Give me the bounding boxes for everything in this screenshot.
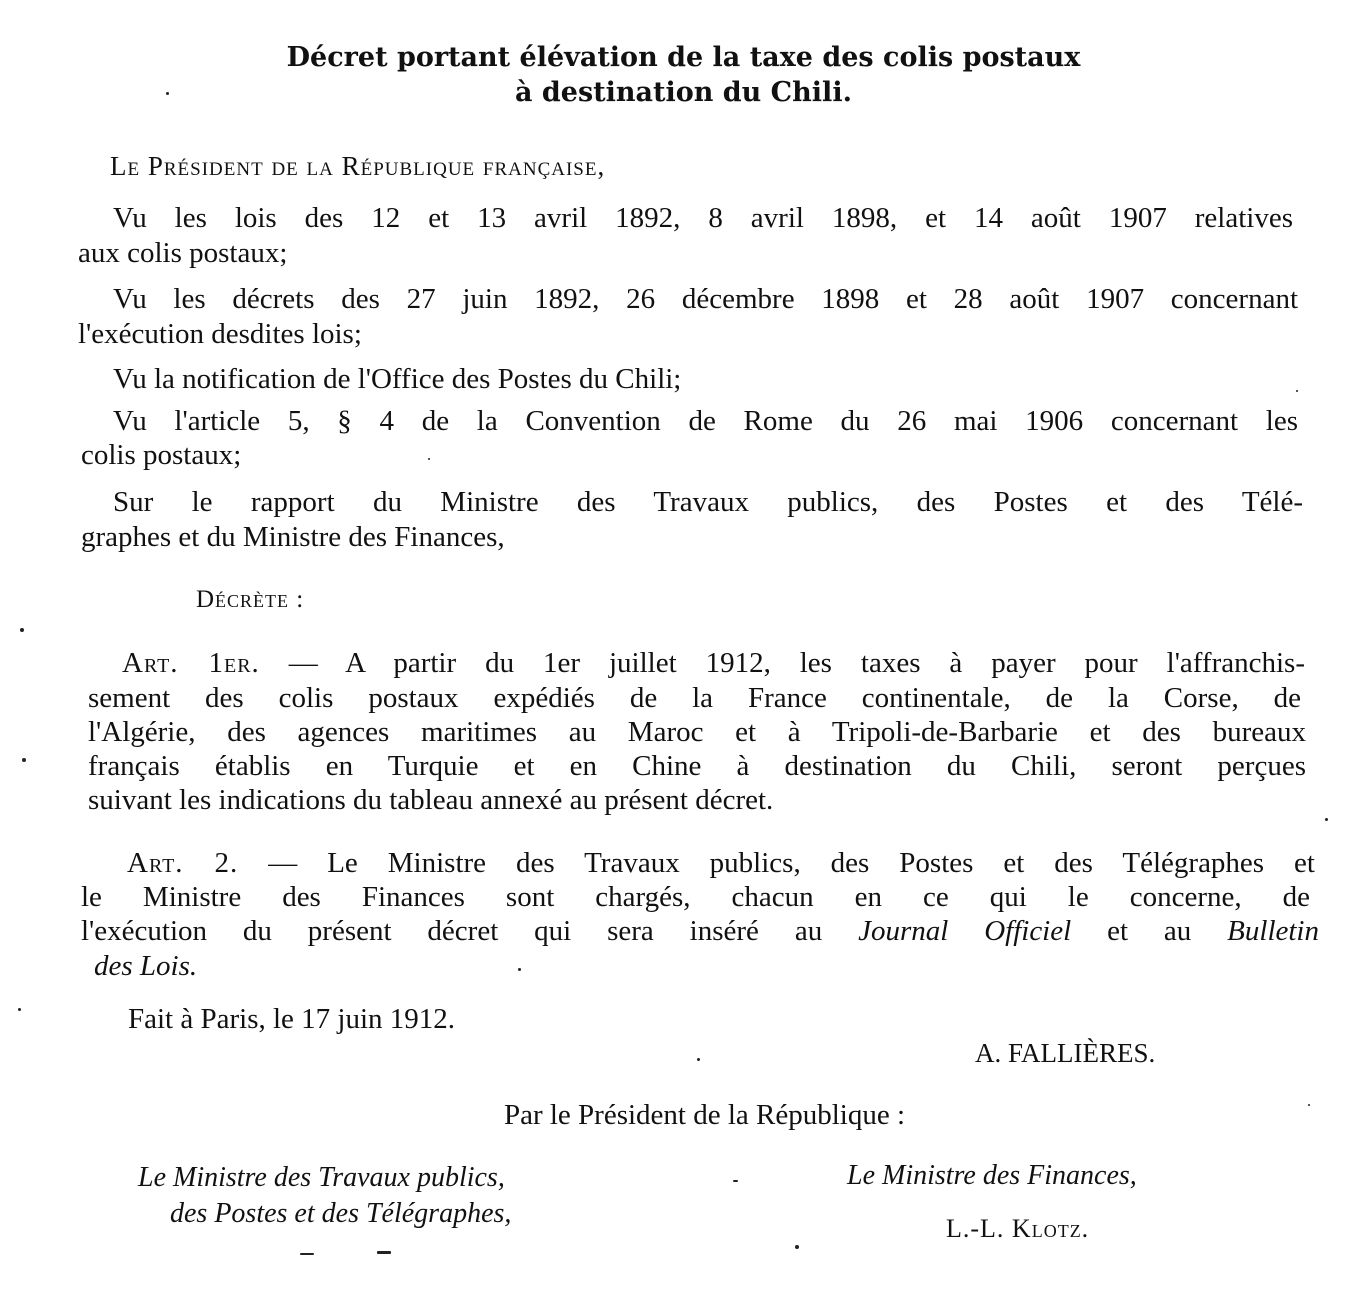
scan-speck bbox=[1325, 818, 1328, 821]
vu-notification: Vu la notification de l'Office des Postes du Chili; bbox=[113, 363, 682, 395]
vu-laws-line-1: Vu les lois des 12 et 13 avril 1892, 8 avril 1898, et 14 août 1907 relatives bbox=[113, 202, 1293, 234]
article-2-line-3-b: et au bbox=[1071, 915, 1228, 947]
article-2-line-3 bbox=[81, 913, 1319, 949]
article-2-line-2: le Ministre des Finances sont chargés, chacun en ce qui le concerne, de bbox=[81, 881, 1310, 913]
scan-speck bbox=[1296, 390, 1298, 392]
sur-rapport-line-1: Sur le rapport du Ministre des Travaux publics, des Postes et des Télé- bbox=[113, 486, 1303, 518]
vu-convention-line-2: colis postaux; bbox=[81, 439, 242, 471]
signature-klotz: L.-L. Klotz. bbox=[946, 1214, 1090, 1243]
sur-rapport-line-2: graphes et du Ministre des Finances, bbox=[81, 521, 505, 553]
article-1-line-5: suivant les indications du tableau annexé au présent décret. bbox=[88, 784, 774, 816]
scan-speck bbox=[795, 1245, 799, 1249]
minister-finances: Le Ministre des Finances, bbox=[847, 1160, 1137, 1191]
signature-fallieres: A. FALLIÈRES. bbox=[975, 1038, 1156, 1068]
scan-speck bbox=[166, 92, 169, 95]
scan-speck bbox=[300, 1253, 314, 1255]
scan-speck bbox=[1308, 1104, 1310, 1106]
decree-title-line-1: Décret portant élévation de la taxe des colis postaux bbox=[286, 42, 1081, 73]
journal-officiel: Journal Officiel bbox=[858, 915, 1072, 947]
article-2-line-3-a: l'exécution du présent décret qui sera inséré au bbox=[81, 915, 859, 947]
scan-speck bbox=[518, 968, 521, 971]
fait-a-paris: Fait à Paris, le 17 juin 1912. bbox=[128, 1003, 456, 1035]
article-1-label: Art. 1er. bbox=[122, 647, 260, 679]
article-1-line-3: l'Algérie, des agences maritimes au Maroc et à Tripoli-de-Barbarie et des bureaux bbox=[88, 716, 1306, 748]
article-1-line-2: sement des colis postaux expédiés de la France continentale, de la Corse, de bbox=[88, 682, 1301, 714]
vu-laws-line-2: aux colis postaux; bbox=[78, 237, 288, 269]
article-2-line-4: des Lois. bbox=[94, 950, 198, 982]
par-le-president: Par le Président de la République : bbox=[503, 1099, 906, 1131]
minister-travaux-line-2: des Postes et des Télégraphes, bbox=[170, 1198, 512, 1229]
scan-speck bbox=[22, 758, 26, 762]
scan-speck bbox=[697, 1058, 700, 1061]
article-1-line-1-text: — A partir du 1er juillet 1912, les taxes à payer pour l'affranchis- bbox=[259, 647, 1305, 679]
bulletin: Bulletin bbox=[1227, 915, 1319, 947]
article-2-label: Art. 2. bbox=[127, 847, 239, 879]
article-2-line-1-text: — Le Ministre des Travaux publics, des Postes et des Télégraphes et bbox=[238, 847, 1315, 879]
minister-travaux-line-1: Le Ministre des Travaux publics, bbox=[138, 1162, 505, 1193]
vu-decrees-line-2: l'exécution desdites lois; bbox=[78, 318, 362, 350]
scan-speck bbox=[20, 628, 24, 632]
decrete-heading: Décrète : bbox=[196, 586, 305, 613]
president-heading: Le Président de la République française, bbox=[110, 151, 606, 181]
scan-speck bbox=[428, 458, 430, 460]
scan-speck bbox=[733, 1180, 738, 1182]
vu-decrees-line-1: Vu les décrets des 27 juin 1892, 26 décembre 1898 et 28 août 1907 concernant bbox=[113, 283, 1298, 315]
article-2-line-1 bbox=[127, 845, 1315, 881]
decree-title-line-2: à destination du Chili. bbox=[515, 77, 852, 108]
article-1-line-4: français établis en Turquie et en Chine à destination du Chili, seront perçues bbox=[88, 750, 1306, 782]
scan-speck bbox=[377, 1251, 391, 1254]
article-1-line-1 bbox=[122, 645, 1305, 681]
vu-convention-line-1: Vu l'article 5, § 4 de la Convention de Rome du 26 mai 1906 concernant les bbox=[113, 405, 1298, 437]
scan-speck bbox=[18, 1008, 21, 1011]
